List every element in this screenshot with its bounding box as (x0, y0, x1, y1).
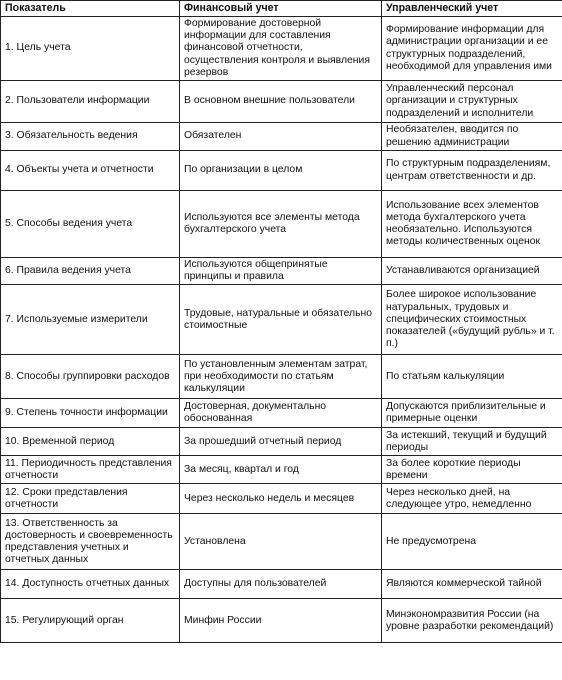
table-row (1, 599, 562, 643)
indicator-cell: 15. Регулирующий орган (1, 599, 180, 643)
financial-cell: Через несколько недель и месяцев (180, 484, 382, 514)
table-row (1, 285, 562, 355)
table-row (1, 258, 562, 285)
financial-cell: Достоверная, документально обоснованная (180, 399, 382, 428)
indicator-cell: 7. Используемые измерители (1, 285, 180, 355)
header-financial-accounting: Финансовый учет (180, 1, 382, 17)
indicator-cell: 1. Цель учета (1, 17, 180, 81)
indicator-cell: 5. Способы ведения учета (1, 191, 180, 258)
indicator-cell: 13. Ответственность за достоверность и своевременность представления учетных и отчетных данных (1, 514, 180, 570)
management-cell: Не предусмотрена (382, 514, 562, 570)
table-row (1, 484, 562, 514)
financial-cell: Установлена (180, 514, 382, 570)
header-row (1, 1, 562, 17)
financial-cell: Используются общепринятые принципы и правила (180, 258, 382, 285)
management-cell: Допускаются приблизительные и примерные оценки (382, 399, 562, 428)
indicator-cell: 11. Периодичность представления отчетности (1, 456, 180, 484)
indicator-cell: 3. Обязательность ведения (1, 123, 180, 151)
indicator-cell: 9. Степень точности информации (1, 399, 180, 428)
table-row (1, 570, 562, 599)
financial-cell: По организации в целом (180, 151, 382, 191)
table-row (1, 123, 562, 151)
financial-cell: Используются все элементы метода бухгалтерского учета (180, 191, 382, 258)
financial-cell: За месяц, квартал и год (180, 456, 382, 484)
management-cell: Управленческий персонал организации и структурных подразделений и исполнители (382, 81, 562, 123)
table-row (1, 514, 562, 570)
financial-cell: Минфин России (180, 599, 382, 643)
management-cell: Формирование информации для администрации организации и ее структурных подразделений, необходимой для управления ими (382, 17, 562, 81)
indicator-cell: 2. Пользователи информации (1, 81, 180, 123)
financial-cell: Доступны для пользователей (180, 570, 382, 599)
table-row (1, 191, 562, 258)
indicator-cell: 4. Объекты учета и отчетности (1, 151, 180, 191)
financial-cell: За прошедший отчетный период (180, 428, 382, 456)
management-cell: По структурным подразделениям, центрам ответственности и др. (382, 151, 562, 191)
management-cell: Необязателен, вводится по решению администрации (382, 123, 562, 151)
financial-cell: Обязателен (180, 123, 382, 151)
management-cell: За истекший, текущий и будущий периоды (382, 428, 562, 456)
indicator-cell: 14. Доступность отчетных данных (1, 570, 180, 599)
table-row (1, 151, 562, 191)
table-row (1, 399, 562, 428)
management-cell: Минэкономразвития России (на уровне разработки рекомендаций) (382, 599, 562, 643)
table-row (1, 17, 562, 81)
management-cell: За более короткие периоды времени (382, 456, 562, 484)
management-cell: Устанавливаются организацией (382, 258, 562, 285)
management-cell: Через несколько дней, на следующее утро, немедленно (382, 484, 562, 514)
table-row (1, 355, 562, 399)
management-cell: По статьям калькуляции (382, 355, 562, 399)
indicator-cell: 10. Временной период (1, 428, 180, 456)
management-cell: Являются коммерческой тайной (382, 570, 562, 599)
financial-cell: Трудовые, натуральные и обязательно стоимостные (180, 285, 382, 355)
table-row (1, 428, 562, 456)
header-management-accounting: Управленческий учет (382, 1, 562, 17)
management-cell: Использование всех элементов метода бухгалтерского учета необязательно. Используются методы количественных оценок (382, 191, 562, 258)
indicator-cell: 8. Способы группировки расходов (1, 355, 180, 399)
financial-cell: В основном внешние пользователи (180, 81, 382, 123)
financial-cell: Формирование достоверной информации для составления финансовой отчетности, осуществления контроля и выявления резервов (180, 17, 382, 81)
table-row (1, 81, 562, 123)
financial-cell: По установленным элементам затрат, при необходимости по статьям калькуляции (180, 355, 382, 399)
management-cell: Более широкое использование натуральных, трудовых и специфических стоимостных показателей («будущий рубль» и т. п.) (382, 285, 562, 355)
header-indicator: Показатель (1, 1, 180, 17)
table-row (1, 456, 562, 484)
indicator-cell: 12. Сроки представления отчетности (1, 484, 180, 514)
indicator-cell: 6. Правила ведения учета (1, 258, 180, 285)
